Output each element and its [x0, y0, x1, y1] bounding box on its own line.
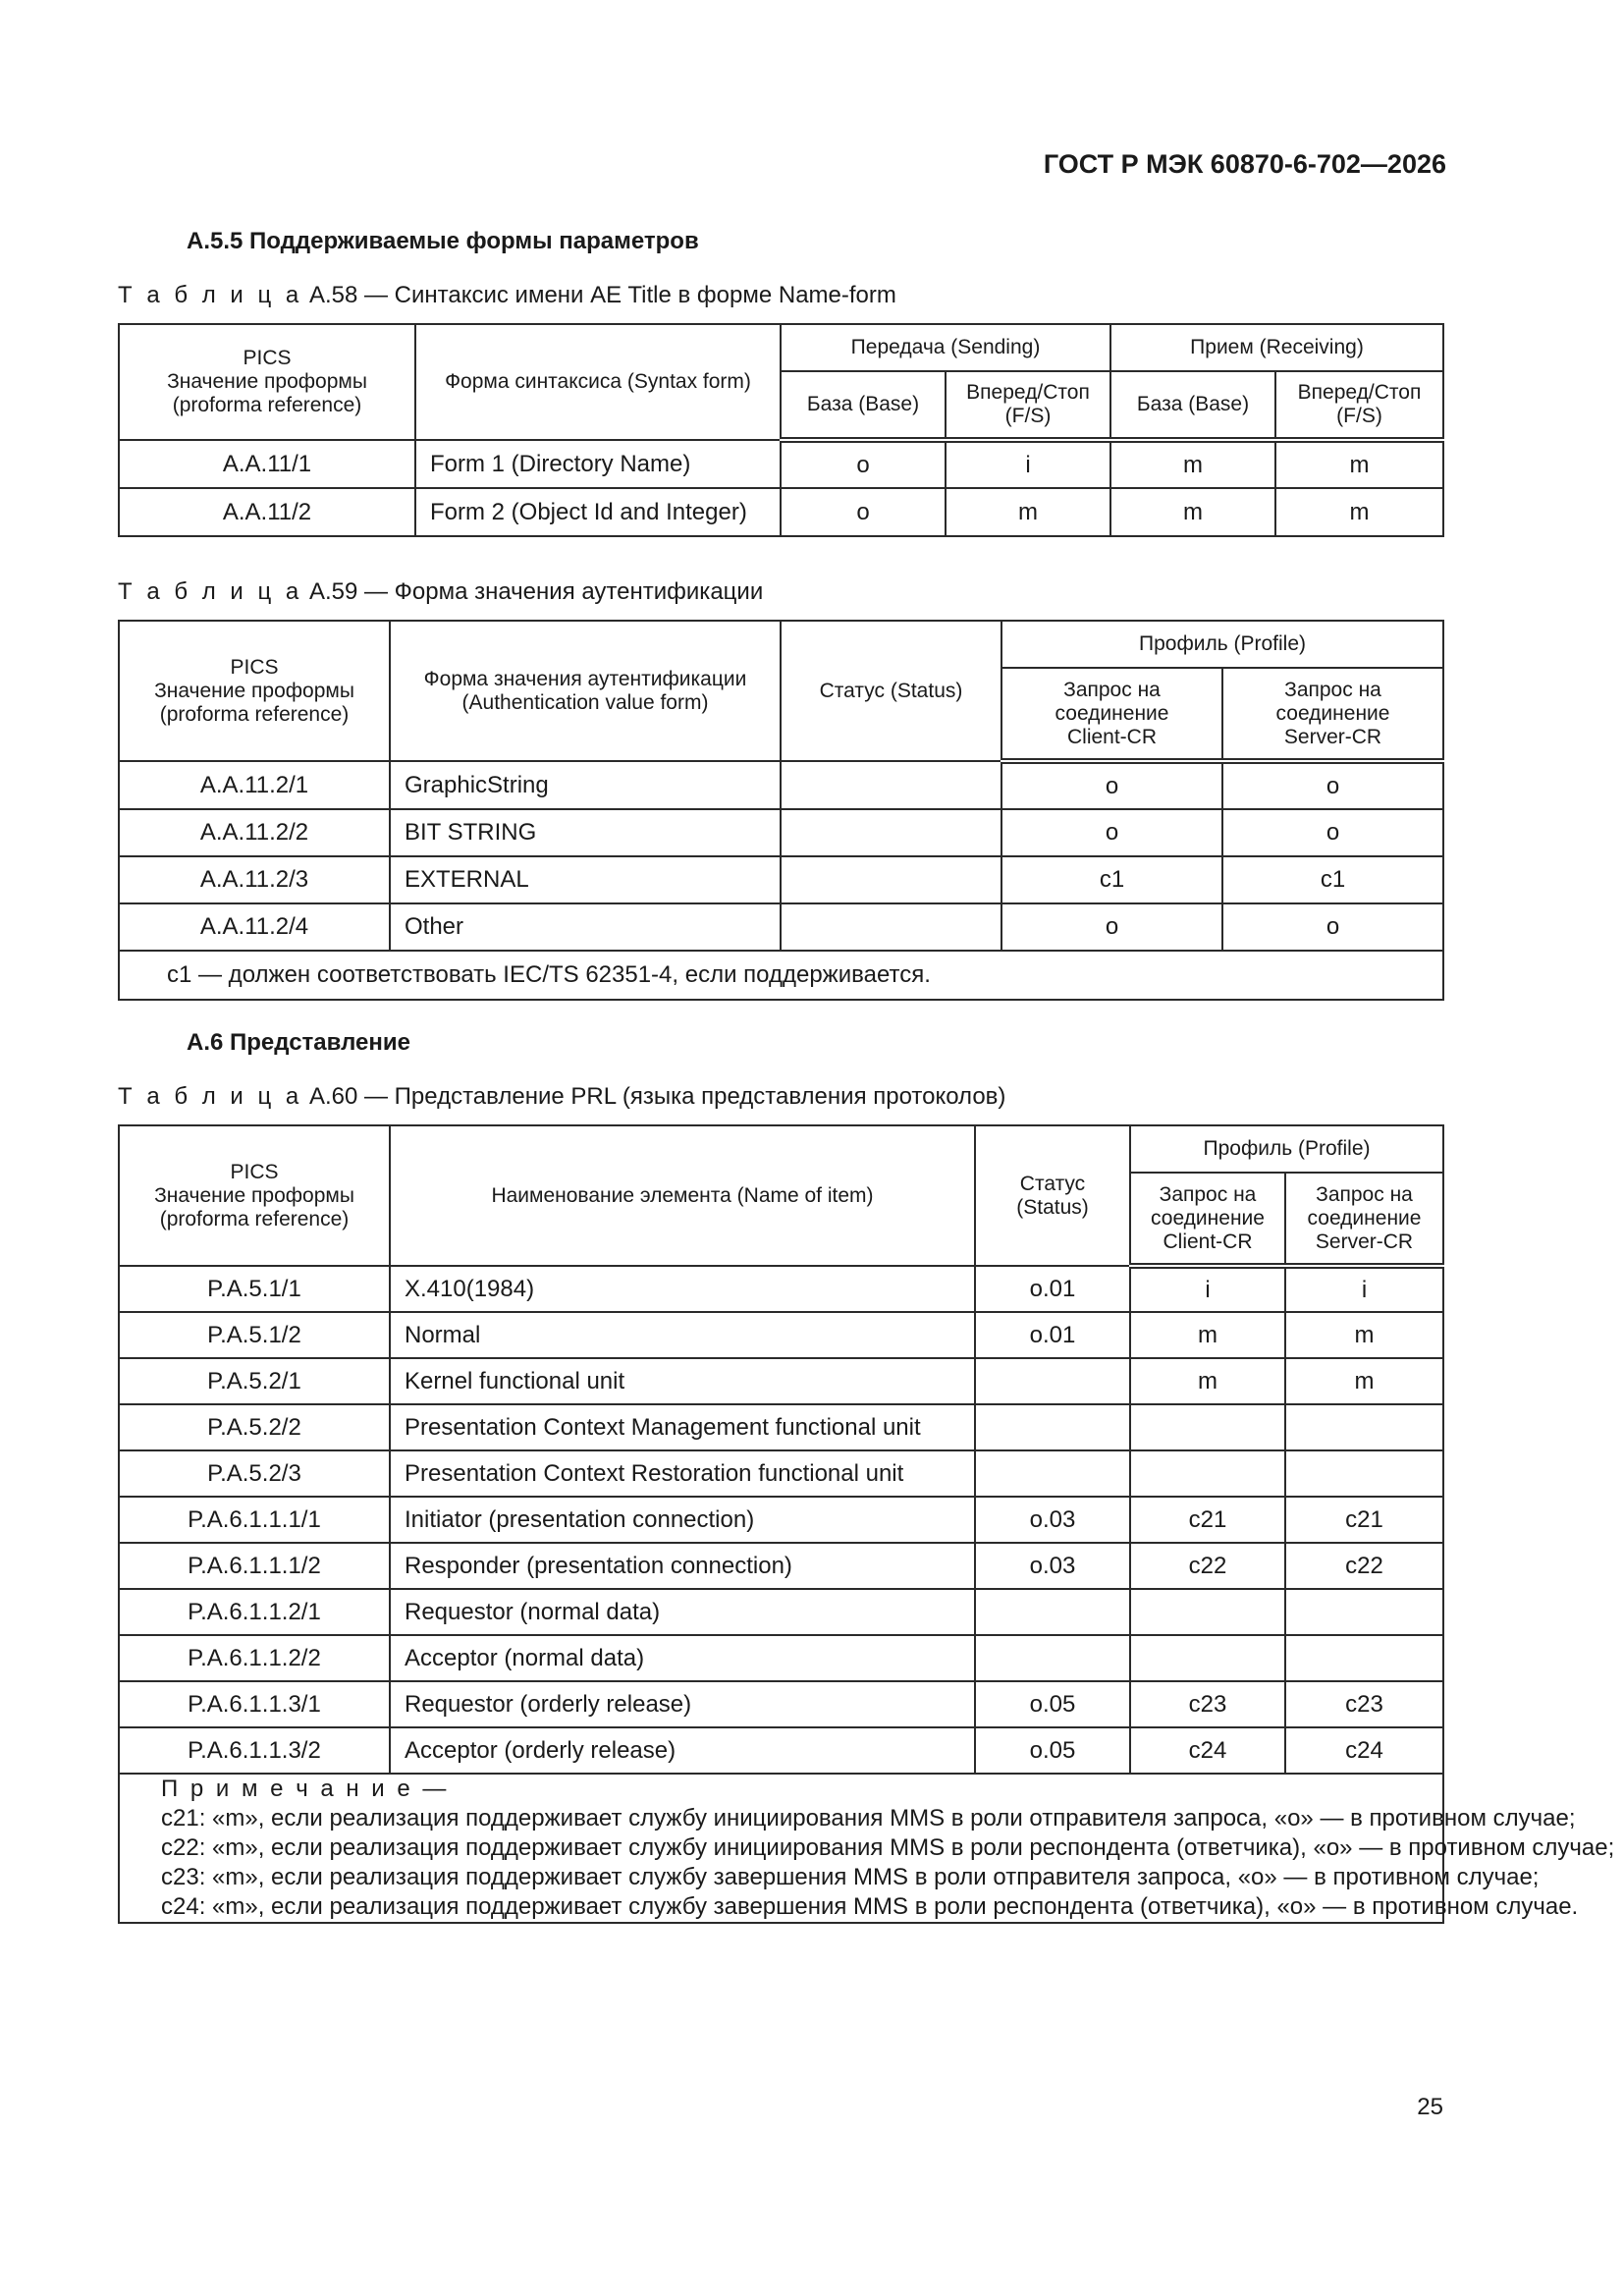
- table-row: [119, 1589, 1443, 1635]
- table-row: [119, 488, 1443, 536]
- table-row: [119, 1312, 1443, 1358]
- cell-status: [781, 856, 1001, 903]
- table-a59-caption: [118, 578, 763, 606]
- header-receiving: Прием (Receiving): [1110, 324, 1443, 371]
- caption-prefix: Т а б л и ц а: [118, 282, 303, 308]
- cell-server-cr: m: [1285, 1358, 1443, 1404]
- cell-client-cr: o: [1001, 903, 1222, 951]
- cell-item-name: Requestor (normal data): [390, 1589, 975, 1635]
- cell-client-cr: o: [1001, 761, 1222, 809]
- cell-base-recv: m: [1110, 440, 1275, 488]
- note-line: c24: «m», если реализация поддерживает службу завершения MMS в роли респондента (ответчика), «o» — в противном случае.: [161, 1893, 1579, 1920]
- caption-text: А.59 — Форма значения аутентификации: [308, 578, 764, 605]
- cell-reference: P.A.6.1.1.2/1: [119, 1589, 390, 1635]
- table-note: c1 — должен соответствовать IEC/TS 62351-4, если поддерживается.: [119, 951, 1443, 1000]
- table-note: [119, 1774, 1615, 1923]
- cell-client-cr: o: [1001, 809, 1222, 856]
- cell-fs-send: i: [946, 440, 1110, 488]
- header-syntax-form: Форма синтаксиса (Syntax form): [415, 324, 781, 440]
- cell-client-cr: c24: [1130, 1727, 1285, 1774]
- cell-base-send: o: [781, 440, 946, 488]
- header-fs-recv: Вперед/Стоп (F/S): [1275, 371, 1443, 440]
- header-profile: Профиль (Profile): [1130, 1125, 1443, 1173]
- cell-status: o.01: [975, 1312, 1130, 1358]
- cell-item-name: Acceptor (orderly release): [390, 1727, 975, 1774]
- cell-reference: A.A.11.2/2: [119, 809, 390, 856]
- table-a58: [118, 323, 1444, 537]
- cell-status: o.03: [975, 1543, 1130, 1589]
- cell-server-cr: [1285, 1635, 1443, 1681]
- cell-status: [975, 1358, 1130, 1404]
- table-row: [119, 809, 1443, 856]
- table-row: [119, 1266, 1443, 1312]
- cell-server-cr: o: [1222, 809, 1443, 856]
- header-sending: Передача (Sending): [781, 324, 1110, 371]
- page-number: 25: [1417, 2094, 1443, 2120]
- table-row: [119, 1635, 1443, 1681]
- cell-reference: A.A.11/2: [119, 488, 415, 536]
- table-a59: [118, 620, 1444, 1001]
- header-server-cr: Запрос на соединение Server-CR: [1285, 1173, 1443, 1266]
- cell-server-cr: c24: [1285, 1727, 1443, 1774]
- header-fs-send: Вперед/Стоп (F/S): [946, 371, 1110, 440]
- cell-item-name: Acceptor (normal data): [390, 1635, 975, 1681]
- table-row: [119, 1404, 1443, 1450]
- header-client-cr: Запрос на соединение Client-CR: [1001, 668, 1222, 761]
- document-number: ГОСТ Р МЭК 60870-6-702—2026: [1043, 149, 1446, 179]
- header-base-recv: База (Base): [1110, 371, 1275, 440]
- cell-status: [975, 1450, 1130, 1497]
- cell-client-cr: c1: [1001, 856, 1222, 903]
- cell-reference: P.A.5.1/2: [119, 1312, 390, 1358]
- cell-reference: A.A.11/1: [119, 440, 415, 488]
- cell-client-cr: c23: [1130, 1681, 1285, 1727]
- table-row: [119, 1681, 1443, 1727]
- cell-server-cr: m: [1285, 1312, 1443, 1358]
- cell-reference: P.A.6.1.1.2/2: [119, 1635, 390, 1681]
- cell-status: [975, 1589, 1130, 1635]
- cell-server-cr: c21: [1285, 1497, 1443, 1543]
- section-heading-a6: A.6 Представление: [187, 1029, 410, 1056]
- cell-status: [975, 1635, 1130, 1681]
- table-row: [119, 1727, 1443, 1774]
- table-row: [119, 856, 1443, 903]
- cell-auth-form: GraphicString: [390, 761, 781, 809]
- cell-status: o.05: [975, 1681, 1130, 1727]
- cell-client-cr: i: [1130, 1266, 1285, 1312]
- note-line: c23: «m», если реализация поддерживает службу завершения MMS в роли отправителя запроса, «o» — в противном случае;: [161, 1864, 1540, 1890]
- cell-reference: P.A.5.1/1: [119, 1266, 390, 1312]
- cell-syntax-form: Form 1 (Directory Name): [415, 440, 781, 488]
- table-row: [119, 903, 1443, 951]
- table-row: [119, 1358, 1443, 1404]
- cell-client-cr: [1130, 1404, 1285, 1450]
- cell-reference: A.A.11.2/3: [119, 856, 390, 903]
- cell-reference: P.A.6.1.1.1/1: [119, 1497, 390, 1543]
- cell-fs-recv: m: [1275, 440, 1443, 488]
- caption-prefix: Т а б л и ц а: [118, 1083, 303, 1110]
- header-pics: PICS Значение проформы (proforma reference): [119, 621, 390, 761]
- table-a60: [118, 1124, 1615, 1924]
- cell-reference: A.A.11.2/1: [119, 761, 390, 809]
- cell-server-cr: [1285, 1450, 1443, 1497]
- cell-client-cr: [1130, 1635, 1285, 1681]
- cell-base-send: o: [781, 488, 946, 536]
- table-row: [119, 1543, 1443, 1589]
- cell-client-cr: m: [1130, 1358, 1285, 1404]
- cell-fs-recv: m: [1275, 488, 1443, 536]
- note-line: c21: «m», если реализация поддерживает службу инициирования MMS в роли отправителя запроса, «o» — в противном случае;: [161, 1805, 1576, 1831]
- cell-reference: P.A.6.1.1.3/2: [119, 1727, 390, 1774]
- cell-item-name: Normal: [390, 1312, 975, 1358]
- cell-status: o.03: [975, 1497, 1130, 1543]
- header-pics: PICS Значение проформы (proforma reference): [119, 1125, 390, 1266]
- cell-base-recv: m: [1110, 488, 1275, 536]
- cell-reference: P.A.6.1.1.1/2: [119, 1543, 390, 1589]
- cell-client-cr: m: [1130, 1312, 1285, 1358]
- cell-reference: P.A.5.2/2: [119, 1404, 390, 1450]
- cell-status: o.01: [975, 1266, 1130, 1312]
- cell-item-name: Responder (presentation connection): [390, 1543, 975, 1589]
- cell-status: [781, 903, 1001, 951]
- header-server-cr: Запрос на соединение Server-CR: [1222, 668, 1443, 761]
- cell-item-name: Kernel functional unit: [390, 1358, 975, 1404]
- cell-item-name: Presentation Context Restoration functional unit: [390, 1450, 975, 1497]
- cell-client-cr: [1130, 1450, 1285, 1497]
- cell-client-cr: c21: [1130, 1497, 1285, 1543]
- section-heading-a55: A.5.5 Поддерживаемые формы параметров: [187, 228, 699, 254]
- cell-server-cr: c22: [1285, 1543, 1443, 1589]
- cell-status: [781, 761, 1001, 809]
- header-base-send: База (Base): [781, 371, 946, 440]
- cell-auth-form: BIT STRING: [390, 809, 781, 856]
- cell-fs-send: m: [946, 488, 1110, 536]
- cell-server-cr: c1: [1222, 856, 1443, 903]
- table-row: [119, 440, 1443, 488]
- cell-server-cr: [1285, 1589, 1443, 1635]
- header-auth-form: Форма значения аутентификации (Authentication value form): [390, 621, 781, 761]
- table-row: [119, 761, 1443, 809]
- header-status: Статус (Status): [781, 621, 1001, 761]
- cell-reference: P.A.5.2/1: [119, 1358, 390, 1404]
- note-title: П р и м е ч а н и е —: [161, 1776, 450, 1802]
- cell-client-cr: [1130, 1589, 1285, 1635]
- cell-status: [975, 1404, 1130, 1450]
- header-client-cr: Запрос на соединение Client-CR: [1130, 1173, 1285, 1266]
- cell-server-cr: c23: [1285, 1681, 1443, 1727]
- header-item-name: Наименование элемента (Name of item): [390, 1125, 975, 1266]
- cell-auth-form: EXTERNAL: [390, 856, 781, 903]
- cell-status: [781, 809, 1001, 856]
- header-pics: PICS Значение проформы (proforma reference): [119, 324, 415, 440]
- caption-text: А.60 — Представление PRL (языка представления протоколов): [308, 1083, 1006, 1110]
- cell-reference: P.A.5.2/3: [119, 1450, 390, 1497]
- header-profile: Профиль (Profile): [1001, 621, 1443, 668]
- cell-server-cr: o: [1222, 761, 1443, 809]
- cell-server-cr: [1285, 1404, 1443, 1450]
- note-line: c22: «m», если реализация поддерживает службу инициирования MMS в роли респондента (ответчика), «o» — в противном случае;: [161, 1834, 1615, 1861]
- cell-item-name: Initiator (presentation connection): [390, 1497, 975, 1543]
- cell-item-name: Presentation Context Management functional unit: [390, 1404, 975, 1450]
- header-status: Статус (Status): [975, 1125, 1130, 1266]
- table-row: [119, 1450, 1443, 1497]
- cell-status: o.05: [975, 1727, 1130, 1774]
- table-note-row: [119, 1774, 1443, 1923]
- cell-reference: A.A.11.2/4: [119, 903, 390, 951]
- cell-item-name: X.410(1984): [390, 1266, 975, 1312]
- cell-reference: P.A.6.1.1.3/1: [119, 1681, 390, 1727]
- caption-text: А.58 — Синтаксис имени AE Title в форме Name-form: [308, 282, 896, 308]
- cell-auth-form: Other: [390, 903, 781, 951]
- table-a60-caption: [118, 1083, 1005, 1111]
- cell-server-cr: i: [1285, 1266, 1443, 1312]
- caption-prefix: Т а б л и ц а: [118, 578, 303, 605]
- cell-item-name: Requestor (orderly release): [390, 1681, 975, 1727]
- table-a58-caption: [118, 282, 896, 309]
- table-note-row: [119, 951, 1443, 1000]
- cell-server-cr: o: [1222, 903, 1443, 951]
- cell-syntax-form: Form 2 (Object Id and Integer): [415, 488, 781, 536]
- table-row: [119, 1497, 1443, 1543]
- cell-client-cr: c22: [1130, 1543, 1285, 1589]
